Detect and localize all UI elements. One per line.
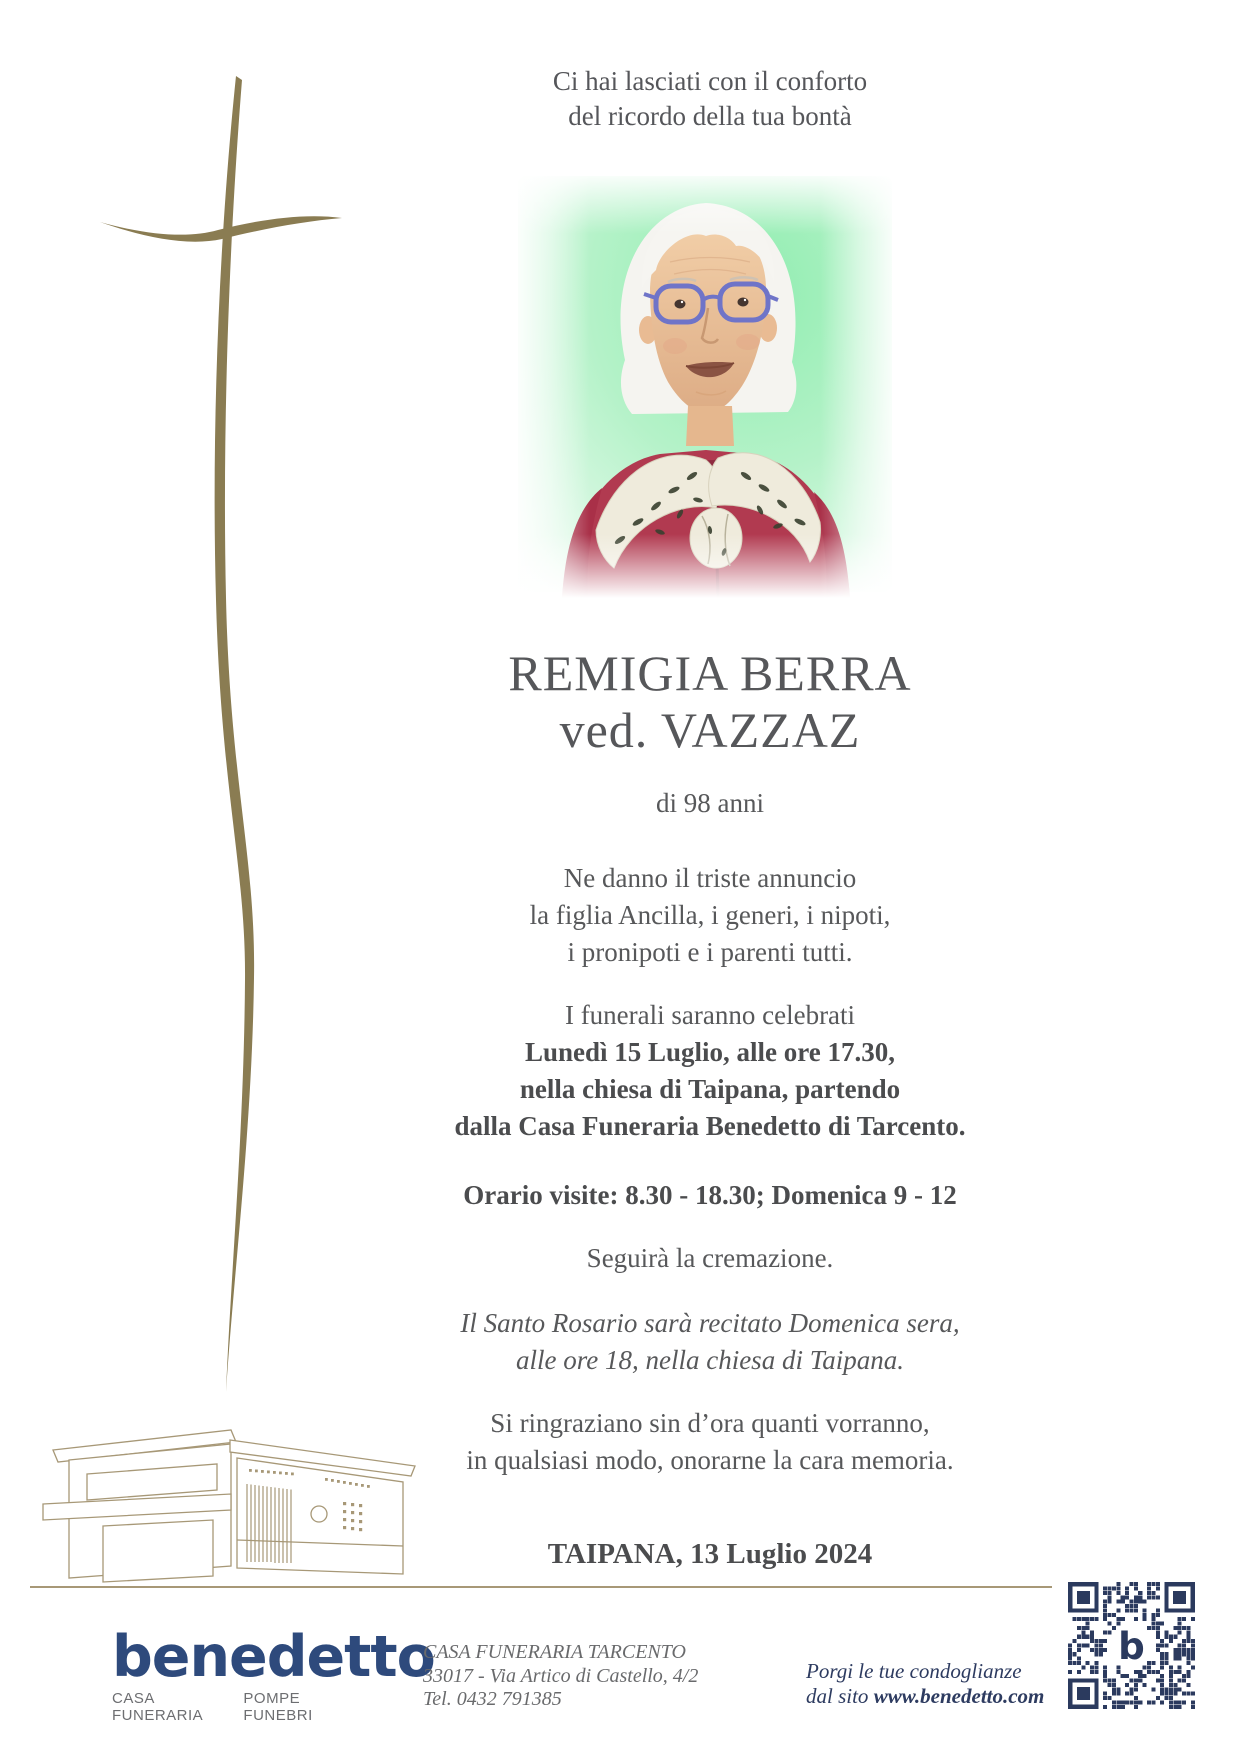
- announcement-line-2: la figlia Ancilla, i generi, i nipoti,: [529, 900, 891, 930]
- funeral-church: nella chiesa di Taipana, partendo: [519, 1074, 901, 1104]
- website-link: www.benedetto.com: [873, 1683, 1045, 1708]
- qr-code: [1068, 1582, 1195, 1709]
- funeral-home-illustration: [25, 1428, 425, 1588]
- benedetto-logo: [112, 1624, 435, 1724]
- visiting-hours: Orario visite: 8.30 - 18.30; Domenica 9 - 12: [463, 1180, 957, 1210]
- deceased-name-line-2: ved. VAZZAZ: [559, 702, 861, 758]
- rosary-line-2: alle ore 18, nella chiesa di Taipana.: [516, 1345, 904, 1375]
- condolences-site-prefix: dal sito: [806, 1683, 874, 1708]
- condolences-line-2: [806, 1684, 1044, 1709]
- opening-line-1: Ci hai lasciati con il conforto: [552, 66, 868, 96]
- rosary-line-1: Il Santo Rosario sarà recitato Domenica sera,: [460, 1308, 960, 1338]
- funeral-details: [410, 997, 1010, 1145]
- office-address: [423, 1641, 698, 1712]
- rosary-paragraph: [410, 1305, 1010, 1379]
- announcement-line-3: i pronipoti e i parenti tutti.: [567, 937, 853, 967]
- logo-tagline-right: POMPE FUNEBRI: [243, 1690, 313, 1724]
- condolences-note: [806, 1659, 1044, 1708]
- thanks-paragraph: [410, 1405, 1010, 1479]
- office-street: 33017 - Via Artico di Castello, 4/2: [423, 1664, 699, 1687]
- deceased-name-line-1: REMIGIA BERRA: [508, 645, 912, 701]
- opening-line-2: del ricordo della tua bontà: [568, 101, 852, 131]
- office-name: CASA FUNERARIA TARCENTO: [423, 1641, 686, 1663]
- announcement-paragraph: [410, 860, 1010, 971]
- logo-tagline: [112, 1690, 368, 1724]
- logo-tagline-left: CASA FUNERARIA: [112, 1690, 204, 1724]
- funeral-intro: I funerali saranno celebrati: [564, 1000, 856, 1030]
- condolences-line-1: Porgi le tue condoglianze: [806, 1659, 1022, 1683]
- deceased-age: di 98 anni: [656, 788, 764, 818]
- funeral-datetime: Lunedì 15 Luglio, alle ore 17.30,: [524, 1037, 896, 1067]
- qr-center-letter: b: [1118, 1624, 1145, 1669]
- deceased-name: [410, 645, 1010, 759]
- cross-icon: [0, 0, 400, 1450]
- funeral-departure: dalla Casa Funeraria Benedetto di Tarcento.: [454, 1111, 966, 1141]
- opening-phrase: [410, 64, 1010, 134]
- benedetto-logo-text: benedetto: [112, 1624, 435, 1690]
- thanks-line-2: in qualsiasi modo, onorarne la cara memoria.: [466, 1445, 954, 1475]
- office-phone: Tel. 0432 791385: [423, 1688, 562, 1710]
- thanks-line-1: Si ringraziano sin d’ora quanti vorranno,: [490, 1408, 930, 1438]
- portrait-photo: [510, 170, 900, 598]
- place-dateline: TAIPANA, 13 Luglio 2024: [547, 1538, 873, 1570]
- announcement-line-1: Ne danno il triste annuncio: [563, 863, 857, 893]
- cremation-note: Seguirà la cremazione.: [586, 1243, 834, 1273]
